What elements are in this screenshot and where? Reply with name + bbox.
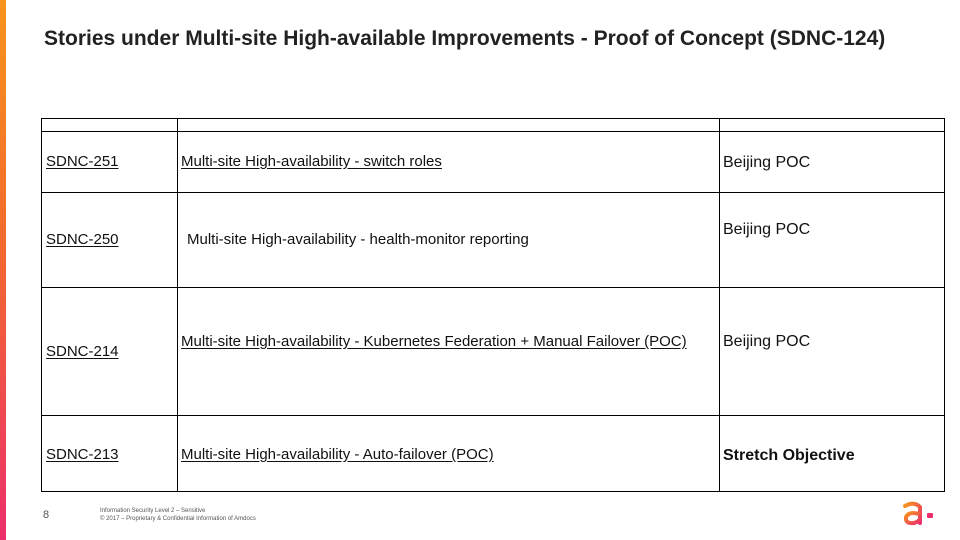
footer-line: © 2017 – Proprietary & Confidential Information of Amdocs (100, 516, 256, 522)
row-divider (42, 415, 944, 416)
column-divider (719, 119, 720, 491)
page-number: 8 (43, 509, 50, 521)
story-summary-link[interactable]: Multi-site High-availability - Auto-failover (POC) (181, 446, 494, 463)
story-status: Beijing POC (723, 154, 811, 171)
amdocs-logo-icon (900, 500, 936, 528)
story-summary-link[interactable]: Multi-site High-availability - Kubernetes Federation + Manual Failover (POC) (181, 333, 687, 350)
story-id-link[interactable]: SDNC-213 (46, 446, 119, 463)
story-status: Stretch Objective (723, 447, 855, 464)
footer-notice (100, 507, 256, 523)
story-id-link[interactable]: SDNC-214 (46, 343, 119, 360)
row-divider (42, 192, 944, 193)
story-status: Beijing POC (723, 221, 811, 238)
story-status: Beijing POC (723, 333, 811, 350)
accent-bar (0, 0, 6, 540)
footer-line: Information Security Level 2 – Sensitive (100, 508, 206, 514)
slide-title: Stories under Multi-site High-available Improvements - Proof of Concept (SDNC-124) (44, 27, 886, 50)
row-divider (42, 287, 944, 288)
story-summary-text: Multi-site High-availability - health-monitor reporting (187, 231, 529, 248)
story-id-link[interactable]: SDNC-250 (46, 231, 119, 248)
story-summary-link[interactable]: Multi-site High-availability - switch roles (181, 153, 442, 170)
column-divider (177, 119, 178, 491)
story-id-link[interactable]: SDNC-251 (46, 153, 119, 170)
stories-table (41, 118, 945, 492)
